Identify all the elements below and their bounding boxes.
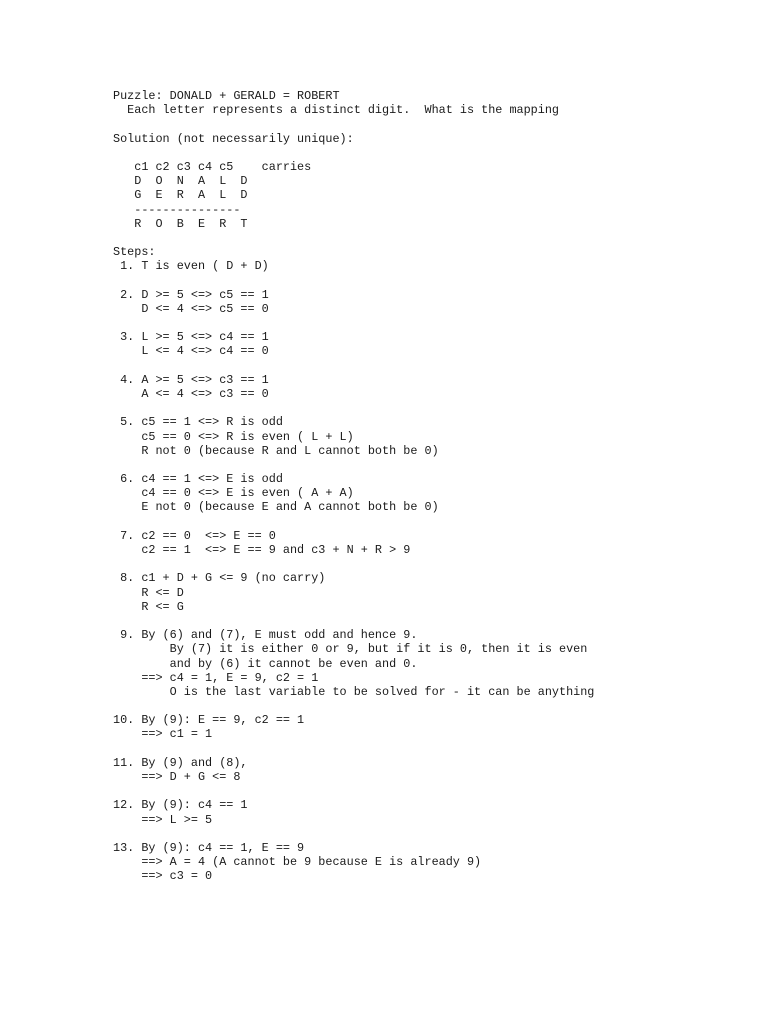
- step-line: 12. By (9): c4 == 1: [113, 798, 248, 813]
- blank-line: [113, 614, 753, 628]
- step-line: 7. c2 == 0 <=> E == 0: [113, 528, 276, 543]
- step-line: ==> c3 = 0: [113, 869, 213, 884]
- step-line: ==> c4 = 1, E = 9, c2 = 1: [113, 670, 319, 685]
- blank-line: [113, 231, 753, 245]
- blank-line: [113, 784, 753, 798]
- step-line: c4 == 0 <=> E is even ( A + A): [113, 486, 354, 501]
- blank-line: [113, 316, 753, 330]
- blank-line: [113, 273, 753, 287]
- blank-line: [113, 359, 753, 373]
- blank-line: [113, 699, 753, 713]
- step-line: 10. By (9): E == 9, c2 == 1: [113, 713, 305, 728]
- step-line: L <= 4 <=> c4 == 0: [113, 344, 269, 359]
- step-line: 3. L >= 5 <=> c4 == 1: [113, 330, 269, 345]
- step-line: ==> L >= 5: [113, 812, 213, 827]
- step-line: c2 == 1 <=> E == 9 and c3 + N + R > 9: [113, 543, 411, 557]
- carries-row: c1 c2 c3 c4 c5 carries: [113, 159, 312, 174]
- step-line: c5 == 0 <=> R is even ( L + L): [113, 429, 354, 444]
- step-line: ==> D + G <= 8: [113, 770, 241, 784]
- step-line: 9. By (6) and (7), E must odd and hence 9.: [113, 628, 418, 643]
- step-line: 6. c4 == 1 <=> E is odd: [113, 472, 283, 487]
- step-line: R <= G: [113, 599, 184, 614]
- step-line: O is the last variable to be solved for - it can be anything: [113, 684, 595, 699]
- step-line: 5. c5 == 1 <=> R is odd: [113, 415, 283, 430]
- step-line: ==> A = 4 (A cannot be 9 because E is already 9): [113, 855, 482, 870]
- blank-line: [113, 515, 753, 529]
- solution-heading: Solution (not necessarily unique):: [113, 131, 354, 146]
- step-line: 4. A >= 5 <=> c3 == 1: [113, 372, 269, 387]
- step-line: D <= 4 <=> c5 == 0: [113, 301, 269, 316]
- blank-line: [113, 827, 753, 841]
- blank-line: [113, 458, 753, 472]
- step-line: and by (6) it cannot be even and 0.: [113, 656, 418, 671]
- step-line: R not 0 (because R and L cannot both be 0): [113, 443, 439, 458]
- sum-divider: ---------------: [113, 202, 241, 217]
- step-line: E not 0 (because E and A cannot both be 0): [113, 500, 439, 515]
- step-line: R <= D: [113, 585, 184, 600]
- step-line: 13. By (9): c4 == 1, E == 9: [113, 840, 305, 855]
- step-line: ==> c1 = 1: [113, 727, 213, 742]
- blank-line: [113, 401, 753, 415]
- blank-line: [113, 117, 753, 131]
- step-line: By (7) it is either 0 or 9, but if it is 0, then it is even: [113, 642, 588, 657]
- step-line: 11. By (9) and (8),: [113, 755, 248, 770]
- sum-robert: R O B E R T: [113, 216, 248, 231]
- blank-line: [113, 146, 753, 160]
- step-line: 1. T is even ( D + D): [113, 259, 269, 274]
- blank-line: [113, 742, 753, 756]
- step-line: 2. D >= 5 <=> c5 == 1: [113, 287, 269, 302]
- addend-donald: D O N A L D: [113, 174, 248, 189]
- document-page: [113, 89, 753, 884]
- blank-line: [113, 557, 753, 571]
- addend-gerald: G E R A L D: [113, 188, 248, 203]
- step-line: 8. c1 + D + G <= 9 (no carry): [113, 571, 326, 586]
- steps-heading: Steps:: [113, 245, 156, 260]
- puzzle-title: Puzzle: DONALD + GERALD = ROBERT: [113, 89, 340, 103]
- step-line: A <= 4 <=> c3 == 0: [113, 386, 269, 401]
- puzzle-description: Each letter represents a distinct digit. What is the mapping: [113, 103, 559, 118]
